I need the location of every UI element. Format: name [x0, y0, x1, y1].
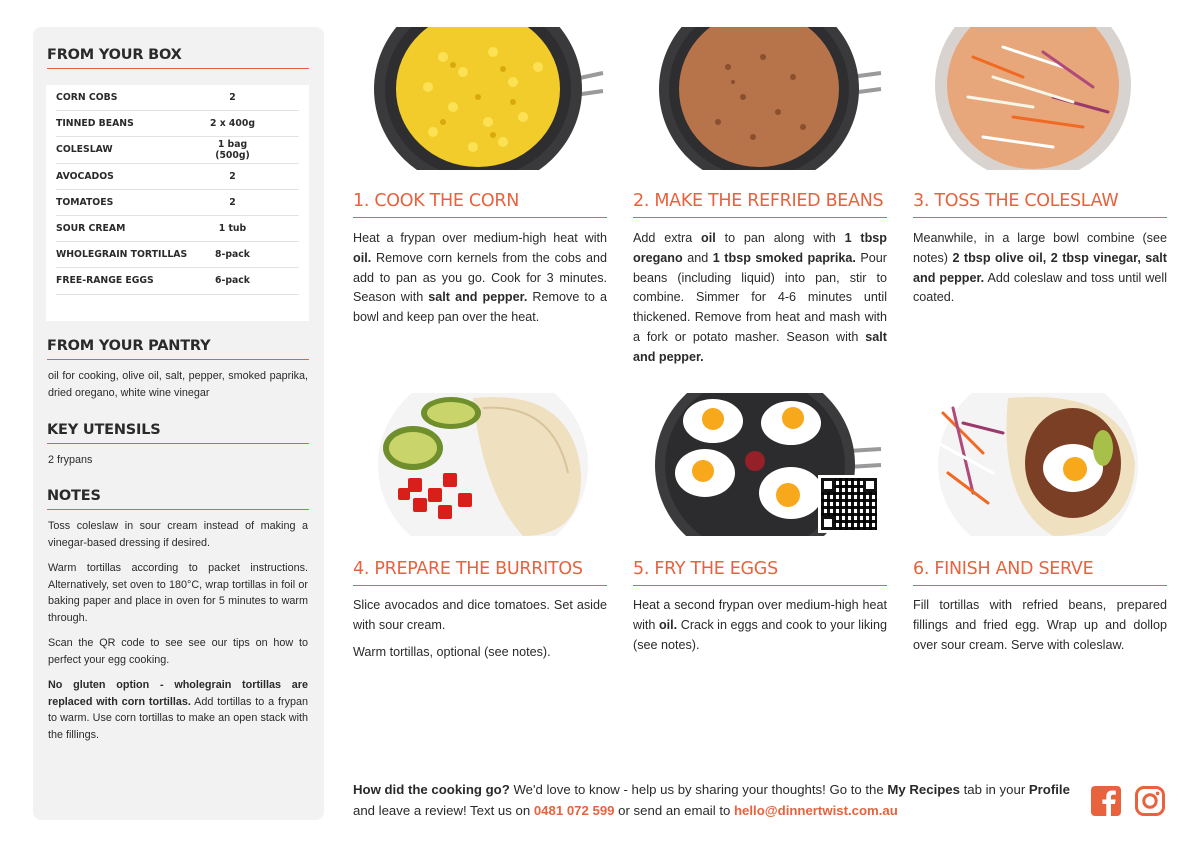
- step-6-title: 6. FINISH AND SERVE: [913, 559, 1167, 586]
- step-text: Add coleslaw and toss until well coated.: [913, 270, 1167, 305]
- notes-title: NOTES: [47, 488, 309, 510]
- step-paragraph: [633, 229, 887, 368]
- coleslaw-in-bowl-image: [913, 27, 1168, 170]
- ingredient-name: CORN COBS: [56, 92, 118, 104]
- step-paragraph: [913, 596, 1167, 655]
- step-text: Heat a second frypan over medium-high heat with: [633, 598, 887, 632]
- ingredients-sidebar: [33, 27, 324, 820]
- step-emphasis: oil.: [353, 250, 372, 265]
- note-item: Scan the QR code to see see our tips on how to perfect your egg cooking.: [48, 637, 308, 666]
- box-ingredient-row: [56, 268, 299, 294]
- from-your-pantry-title: FROM YOUR PANTRY: [47, 338, 309, 360]
- ingredient-name: FREE-RANGE EGGS: [56, 275, 154, 287]
- ingredient-quantity: 8-pack: [215, 249, 250, 261]
- step-emphasis: 1 tbsp oregano: [633, 231, 887, 265]
- utensils-list: 2 frypans: [48, 454, 93, 466]
- step-1-title: 1. COOK THE CORN: [353, 191, 607, 218]
- box-ingredients-table: [46, 85, 309, 321]
- qr-code[interactable]: [821, 478, 877, 530]
- step-text: Remove corn kernels from the cobs and add to pan as you go. Cook for 3 minutes. Season with: [353, 250, 607, 305]
- feedback-footer: [353, 779, 1073, 821]
- step-paragraph: [913, 229, 1167, 308]
- step-4-body: [353, 596, 607, 669]
- footer-emphasis: My Recipes: [887, 782, 960, 797]
- fried-eggs-in-frypan-image: [633, 393, 888, 536]
- step-emphasis: salt and pepper.: [633, 329, 887, 364]
- step-emphasis: oil: [701, 231, 716, 245]
- box-ingredient-row: [56, 111, 299, 137]
- phone-link[interactable]: 0481 072 599: [533, 803, 615, 818]
- ingredient-quantity: 2: [229, 92, 236, 104]
- step-3-title: 3. TOSS THE COLESLAW: [913, 191, 1167, 218]
- step-2-body: [633, 229, 887, 375]
- ingredient-quantity: 1 bag (500g): [215, 138, 250, 161]
- footer-text: and leave a review! Text us on: [353, 803, 534, 818]
- step-text: Add extra: [633, 231, 702, 245]
- box-ingredient-row: [56, 190, 299, 216]
- refried-beans-in-frypan-image: [633, 27, 888, 170]
- box-ingredient-row: [56, 85, 299, 111]
- step-emphasis: salt and pepper.: [428, 290, 528, 305]
- from-your-box-title: FROM YOUR BOX: [47, 47, 309, 69]
- gluten-note-bold: No gluten option - wholegrain tortillas are replaced with corn tortillas.: [48, 679, 308, 708]
- ingredient-name: TOMATOES: [56, 196, 114, 208]
- step-emphasis: oil.: [658, 617, 678, 632]
- step-text: Remove to a bowl and keep pan over the heat.: [353, 290, 607, 325]
- box-ingredient-row: [56, 242, 299, 268]
- step-paragraph: [353, 596, 607, 636]
- box-ingredient-row: [56, 216, 299, 242]
- step-emphasis: 2 tbsp olive oil, 2 tbsp vinegar, salt and pepper.: [913, 250, 1167, 285]
- footer-text: tab in your: [959, 782, 1029, 797]
- box-ingredient-row: [56, 137, 299, 163]
- gluten-note-rest: Add tortillas to a frypan to warm. Use corn tortillas to make an open stack with the fillings.: [48, 695, 308, 741]
- ingredient-name: AVOCADOS: [56, 170, 114, 182]
- ingredient-name: COLESLAW: [56, 144, 113, 156]
- facebook-icon[interactable]: [1090, 785, 1122, 817]
- note-item: Toss coleslaw in sour cream instead of making a vinegar-based dressing if desired.: [48, 520, 308, 549]
- ingredient-quantity: 2: [229, 196, 236, 208]
- step-text: to pan along with: [715, 231, 845, 245]
- key-utensils-title: KEY UTENSILS: [47, 422, 309, 444]
- ingredient-quantity: 6-pack: [215, 275, 250, 287]
- footer-emphasis: How did the cooking go?: [353, 782, 510, 797]
- step-6-body: [913, 596, 1167, 662]
- step-5-body: [633, 596, 887, 662]
- step-paragraph: [353, 643, 607, 663]
- ingredient-name: WHOLEGRAIN TORTILLAS: [56, 249, 188, 261]
- step-1-body: [353, 229, 607, 335]
- footer-text: or send an email to: [614, 803, 734, 818]
- step-text: Slice avocados and dice tomatoes. Set aside with sour cream.: [353, 598, 607, 632]
- step-paragraph: [353, 229, 607, 328]
- step-text: Meanwhile, in a large bowl combine (see notes): [913, 231, 1167, 265]
- step-4-title: 4. PREPARE THE BURRITOS: [353, 559, 607, 586]
- gluten-note: [48, 677, 308, 743]
- instagram-icon[interactable]: [1134, 785, 1166, 817]
- step-text: Heat a frypan over medium-high heat with: [353, 231, 607, 245]
- step-5-title: 5. FRY THE EGGS: [633, 559, 887, 586]
- ingredient-name: TINNED BEANS: [56, 118, 134, 130]
- footer-emphasis: Profile: [1028, 782, 1070, 797]
- step-text: Warm tortillas, optional (see notes).: [353, 644, 551, 659]
- note-item: Warm tortillas according to packet instructions. Alternatively, set oven to 180°C, wrap tortillas in foil or baking paper and place in oven for 5 minutes to warm through.: [48, 562, 308, 624]
- corn-in-frypan-image: [353, 27, 608, 170]
- ingredient-name: SOUR CREAM: [56, 223, 126, 235]
- step-text: Pour beans (including liquid) into pan, stir to combine. Simmer for 4-6 minutes until thickened. Remove from heat and mash with a fork or potato masher. Season with: [633, 250, 887, 344]
- ingredient-quantity: 1 tub: [218, 223, 247, 235]
- step-text: Crack in eggs and cook to your liking (see notes).: [633, 617, 887, 652]
- box-ingredient-row: [56, 164, 299, 190]
- notes-list: [48, 518, 308, 752]
- step-paragraph: [633, 596, 887, 655]
- avocado-tomato-tortilla-image: [353, 393, 608, 536]
- email-link[interactable]: hello@dinnertwist.com.au: [734, 803, 898, 818]
- ingredient-quantity: 2: [229, 170, 236, 182]
- burrito-with-coleslaw-image: [913, 393, 1168, 536]
- step-text: Fill tortillas with refried beans, prepared fillings and fried egg. Wrap up and dollop over sour cream. Serve with coleslaw.: [913, 598, 1167, 652]
- footer-text: We'd love to know - help us by sharing your thoughts! Go to the: [509, 782, 888, 797]
- ingredient-quantity: 2 x 400g: [209, 118, 255, 130]
- pantry-list: oil for cooking, olive oil, salt, pepper, smoked paprika, dried oregano, white wine vinegar: [48, 370, 308, 399]
- step-2-title: 2. MAKE THE REFRIED BEANS: [633, 191, 887, 218]
- step-text: and: [682, 250, 713, 265]
- step-3-body: [913, 229, 1167, 315]
- step-emphasis: 1 tbsp smoked paprika.: [712, 250, 856, 265]
